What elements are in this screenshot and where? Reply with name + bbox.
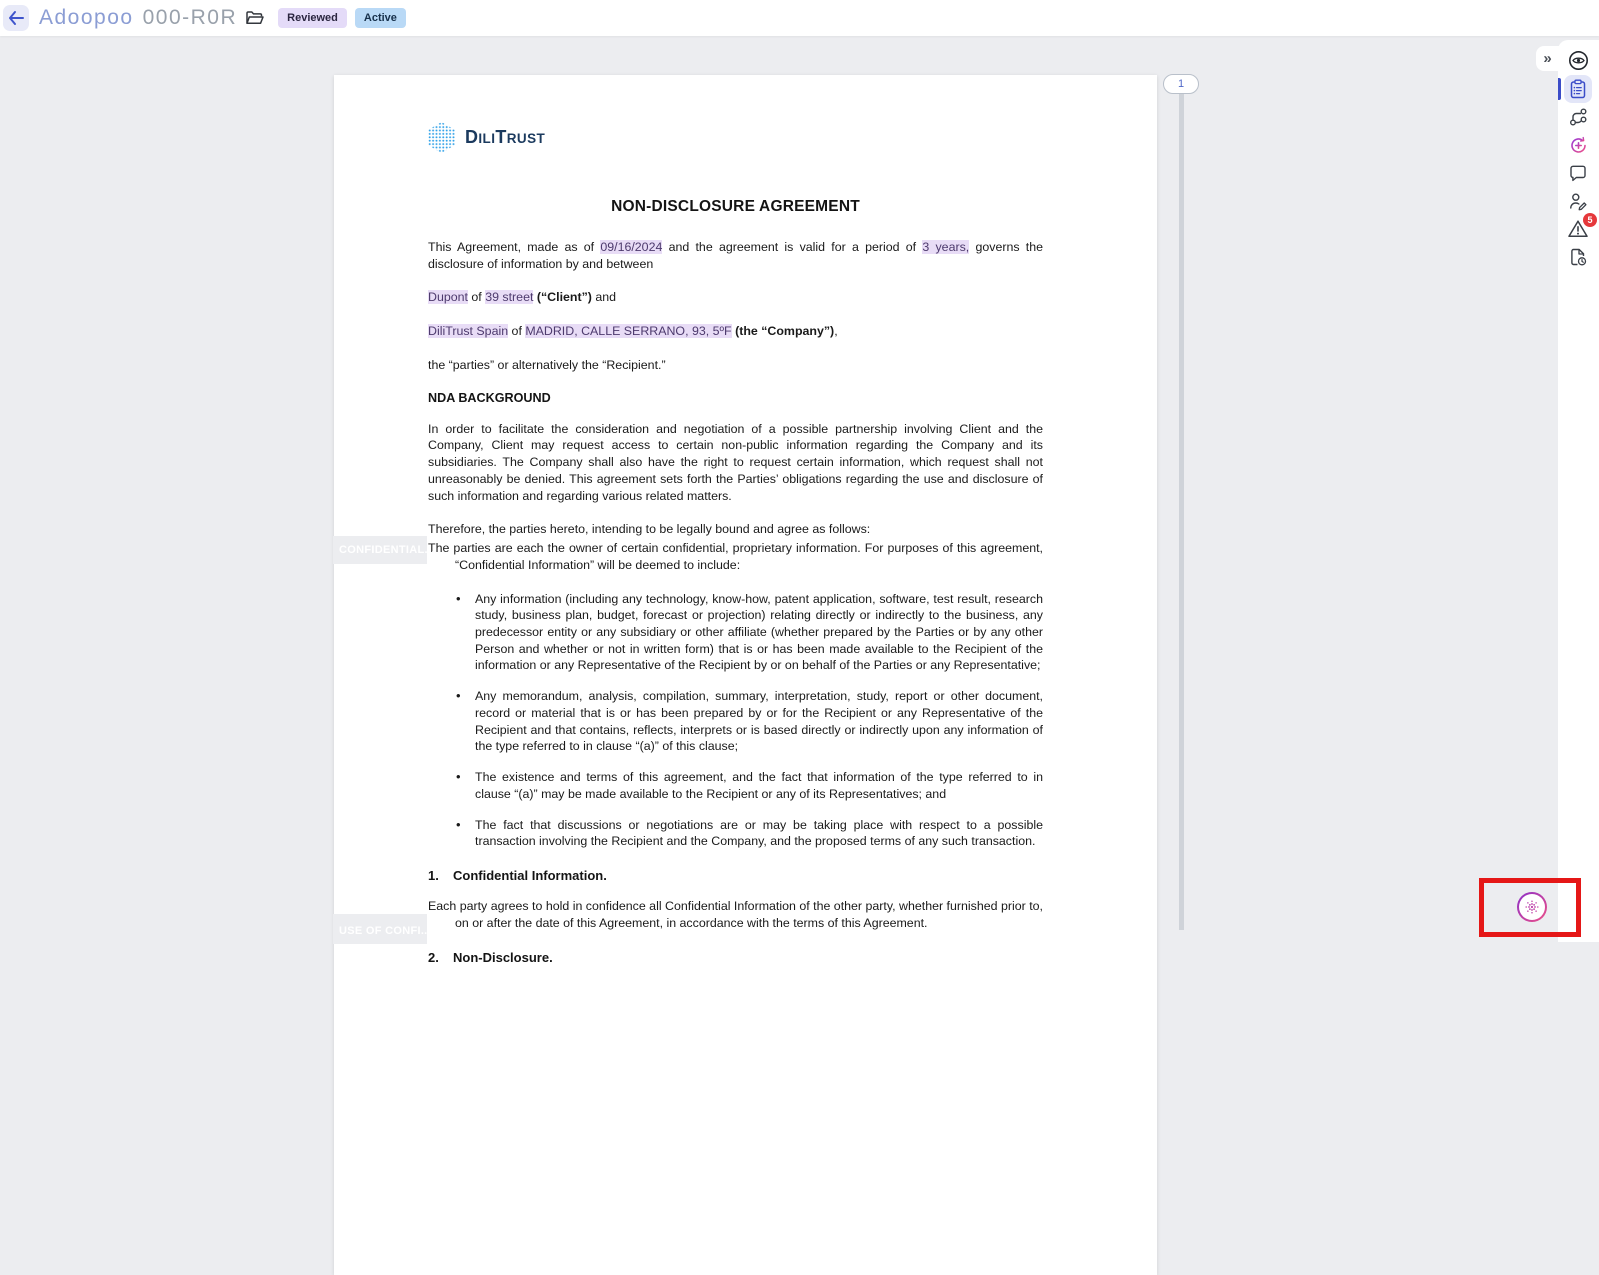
doc-numbered-heading: 2. Non-Disclosure. [428,949,553,965]
doc-text: Therefore, the parties hereto, intending to be legally bound and agree as follows: [428,522,871,537]
doc-text: , [834,324,838,339]
branch-icon[interactable] [1567,106,1589,128]
doc-text: (the “Company”) [735,324,835,339]
doc-text: and [591,290,617,305]
doc-text: Each party agrees to hold in confidence all Confidential Information of the other party, whether furnished prior to, on or after the date of this Agreement, in accordance with the terms of this Agreement. [428,899,1043,930]
highlighted-field[interactable]: Dupont [428,290,468,305]
doc-paragraph [428,898,1043,931]
document-body [428,198,1043,965]
signature-icon[interactable] [1567,190,1589,212]
arrow-left-icon [8,11,24,25]
clause-tag-confidential[interactable]: CONFIDENTIAL... [333,536,427,564]
document-history-icon[interactable] [1567,246,1589,268]
doc-bullet-list [428,591,1043,851]
doc-text: (“Client”) [536,290,592,305]
doc-paragraph [428,239,1043,272]
contract-name: Adoopoo [39,6,134,29]
highlighted-field[interactable]: 09/16/2024 [600,240,663,254]
status-badge-reviewed[interactable]: Reviewed [278,8,347,28]
dilitrust-logo [428,120,1043,154]
doc-paragraph [428,289,1043,306]
doc-bullet-item: • Any memorandum, analysis, compilation, summary, interpretation, study, report or other document, record or material that is or has been prepared by or for the Recipient or any Representative of the Recipient and that contains, reflects, interprets or is based directly or indirectly upon any information of the type referred to in clause “(a)” of this clause; [428,688,1043,755]
doc-paragraph [428,521,1043,538]
top-bar [0,0,1599,36]
chevron-double-right-icon: » [1543,50,1552,67]
clause-tag-use-of-confidential[interactable]: USE OF CONFI... [333,914,427,944]
comment-icon[interactable] [1567,162,1589,184]
doc-paragraph [428,323,1043,340]
ai-sync-icon[interactable] [1567,134,1589,156]
doc-paragraph [428,540,1043,573]
doc-bullet-item: • The fact that discussions or negotiations are or may be taking place with respect to a possible transaction involving the Recipient and the Company, and the proposed terms of any such transaction. [428,817,1043,850]
doc-text: In order to facilitate the consideration and negotiation of a possible partnership involving Client and the Company, Client may request access to certain non-public information regarding the Company and its subsidiaries. The Company shall also have the right to request certain information, which request shall not unreasonably be denied. This agreement sets forth the Parties’ obligations regarding the use and disclosure of such information and regarding various related matters. [428,421,1043,503]
ai-sparkle-icon [1519,894,1545,920]
doc-text: The parties are each the owner of certain confidential, proprietary information. For purposes of this agreement, “Confidential Information” will be deemed to include: [428,541,1043,572]
doc-text: of [467,290,486,305]
dilitrust-wordmark: DILITRUST [465,126,546,147]
highlighted-field[interactable]: 3 years, [922,240,970,254]
highlighted-field[interactable]: DiliTrust Spain [428,324,509,339]
eye-icon[interactable] [1567,49,1589,71]
document-viewer [0,36,1599,965]
selected-tool-indicator [1558,78,1561,100]
doc-bullet-item: • Any information (including any technology, know-how, patent application, software, test result, research study, business plan, budget, forecast or projection) relating directly or indirectly to the business, any predecessor entity or any subsidiary or other affiliate (whether prepared by the Parties or by any other Person and whether or not in written form) that is or has been made available to the Recipient of the information or any Representative of the Recipient by or on behalf of the Parties or any Representative; [428,591,1043,675]
page-title [39,6,237,30]
doc-text: This Agreement, made as of [428,240,601,254]
doc-paragraph [428,421,1043,505]
highlighted-field[interactable]: 39 street [485,290,534,305]
highlighted-field[interactable]: MADRID, CALLE SERRANO, 93, 5ºF [525,324,732,339]
doc-section-heading: NDA BACKGROUND [428,390,551,405]
folder-open-icon[interactable] [245,10,264,26]
doc-paragraph [428,357,1043,374]
panel-collapse-button[interactable] [1536,46,1559,71]
dilitrust-emblem-icon [428,122,455,153]
right-tool-panel [1558,40,1599,942]
scrollbar-track[interactable] [1179,94,1184,930]
document-page [334,75,1157,1275]
doc-text: and the agreement is valid for a period of [662,240,923,254]
contract-code: 000-R0R [142,6,238,29]
doc-numbered-heading: 1. Confidential Information. [428,868,607,884]
doc-text: the “parties” or alternatively the “Recipient.” [428,357,666,372]
page-number-pill[interactable]: 1 [1163,74,1199,94]
doc-text: governs the disclosure of information by and between [428,240,1043,271]
status-badge-active[interactable]: Active [355,8,406,28]
clipboard-icon[interactable] [1567,78,1589,100]
doc-title: NON-DISCLOSURE AGREEMENT [611,198,860,215]
ai-assistant-button[interactable] [1517,892,1547,922]
doc-bullet-item: • The existence and terms of this agreement, and the fact that information of the type referred to in clause “(a)” may be made available to the Recipient or any of its Representatives; and [428,769,1043,802]
back-button[interactable] [3,5,29,31]
alert-count-badge: 5 [1583,213,1597,227]
doc-text: of [508,324,526,339]
